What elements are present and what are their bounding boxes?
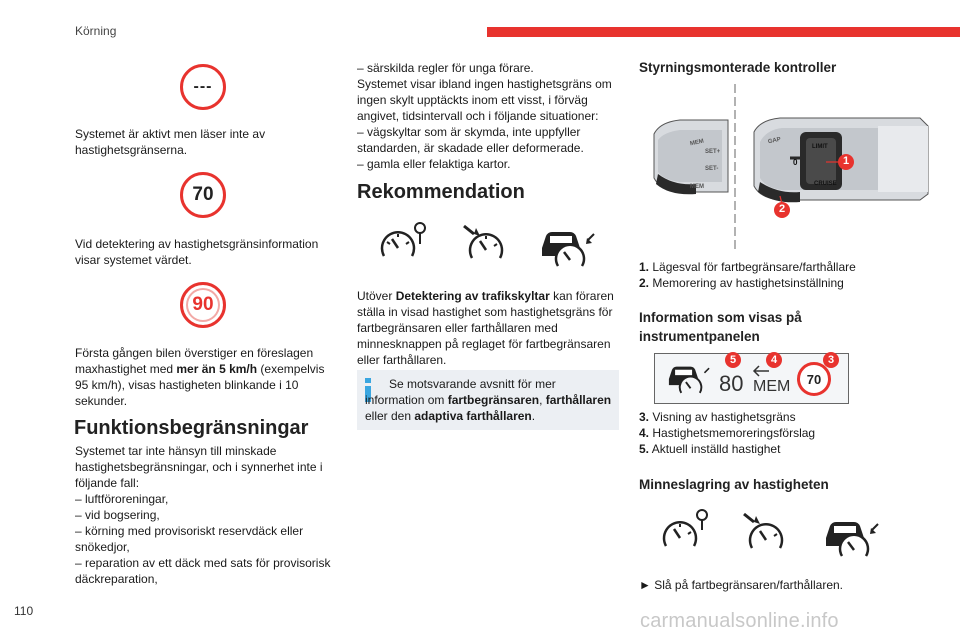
heading-recommendation: Rekommendation — [357, 181, 525, 203]
paragraph-inactive: Systemet är aktivt men läser inte av hastighetsgränserna. — [75, 127, 266, 157]
stalk-label-mem-bottom: MEM — [690, 184, 704, 190]
mem-label: MEM — [753, 378, 791, 395]
page-number: 110 — [14, 604, 34, 618]
steering-stalk-illustration — [650, 82, 940, 252]
stalk-label-zero: 0 — [793, 158, 798, 167]
controls-list — [639, 259, 929, 291]
watermark: carmanualsonline.info — [640, 610, 839, 632]
speedometer-limit-icon — [378, 222, 430, 264]
callout-4: 4 — [766, 352, 782, 368]
speedometer-limit-icon — [660, 508, 712, 550]
stalk-label-cruise: CRUISE — [814, 181, 837, 187]
step-turn-on: ► Slå på fartbegränsaren/farthållaren. — [639, 578, 843, 592]
header-accent-bar — [487, 27, 960, 37]
limitations-list — [75, 491, 340, 587]
paragraph-detected: Vid detektering av hastighetsgränsinformation visar systemet värdet. — [75, 237, 319, 267]
stalk-label-set-plus: SET+ — [705, 149, 721, 155]
info-text: Se motsvarande avsnitt för mer information om fartbegränsaren, farthållaren eller den adaptiva farthållaren. — [365, 377, 612, 423]
instrument-panel-display — [654, 353, 849, 404]
panel-info-list — [639, 409, 929, 457]
stalk-label-gap: GAP — [767, 136, 782, 146]
speedometer-memory-icon — [740, 510, 792, 552]
info-box — [357, 370, 619, 430]
stalk-label-mem-top: MEM — [689, 138, 705, 148]
callout-3: 3 — [823, 352, 839, 368]
speedometer-memory-icon — [460, 222, 512, 264]
continued-text: – särskilda regler för unga förare. Systemet visar ibland ingen hastighetsgräns om ingen skylt upptäckts inom ett visst, i förväg angivet, tidsintervall och i följande situationer: – vägskyltar som är skymda, inte uppfyller standarden, är skadade eller deformerade. – gamla eller felaktiga kartor. — [357, 61, 612, 171]
list-item: 2. Memorering av hastighetsinställning — [639, 276, 844, 290]
adaptive-cruise-car-icon — [824, 516, 880, 560]
list-item: – reparation av ett däck med sats för provisorisk däckreparation, — [75, 556, 331, 586]
list-item: – vid bogsering, — [75, 508, 160, 522]
speed-sign-dashes: --- — [180, 64, 226, 110]
callout-1: 1 — [842, 155, 850, 167]
limitations-intro: Systemet tar inte hänsyn till minskade hastighetsbegränsningar, och i synnerhet inte i följande fall: — [75, 444, 323, 490]
heading-speed-memory: Minneslagring av hastigheten — [639, 477, 829, 492]
list-item: 3. Visning av hastighetsgräns — [639, 410, 796, 424]
adaptive-cruise-car-icon — [540, 226, 596, 270]
callout-5: 5 — [725, 352, 741, 368]
speed-sign-70: 70 — [180, 172, 226, 218]
list-item: – körning med provisoriskt reservdäck eller snökedjor, — [75, 524, 304, 554]
heading-controls: Styrningsmonterade kontroller — [639, 60, 837, 75]
list-item: 5. Aktuell inställd hastighet — [639, 442, 781, 456]
paragraph-recommendation: Utöver Detektering av trafikskyltar kan föraren ställa in visad hastighet som hastighetsgräns för fartbegränsaren eller farthållaren med minnesknappen på reglaget för fartbegränsaren eller farthållaren. — [357, 289, 614, 367]
list-item: 1. Lägesval för fartbegränsare/farthållare — [639, 260, 856, 274]
section-title: Körning — [75, 24, 117, 38]
speed-limit-sign-panel: 70 — [797, 362, 831, 396]
callout-2: 2 — [778, 203, 786, 215]
heading-limitations: Funktionsbegränsningar — [74, 417, 309, 439]
adaptive-cruise-car-icon — [667, 362, 711, 396]
speed-sign-90-flashing: 90 — [180, 282, 226, 328]
stalk-label-set-minus: SET- — [705, 166, 719, 172]
heading-instrument-info: Information som visas på instrumentpanelen — [639, 310, 802, 344]
set-speed-value: 80 — [719, 371, 744, 396]
paragraph-exceed: Första gången bilen överstiger en föreslagen maxhastighet med mer än 5 km/h (exempelvis 95 km/h), visas hastigheten blinkande i 10 sekunder. — [75, 346, 325, 408]
stalk-label-limit: LIMIT — [812, 144, 828, 150]
list-item: 4. Hastighetsmemoreringsförslag — [639, 426, 816, 440]
list-item: – luftföroreningar, — [75, 492, 169, 506]
